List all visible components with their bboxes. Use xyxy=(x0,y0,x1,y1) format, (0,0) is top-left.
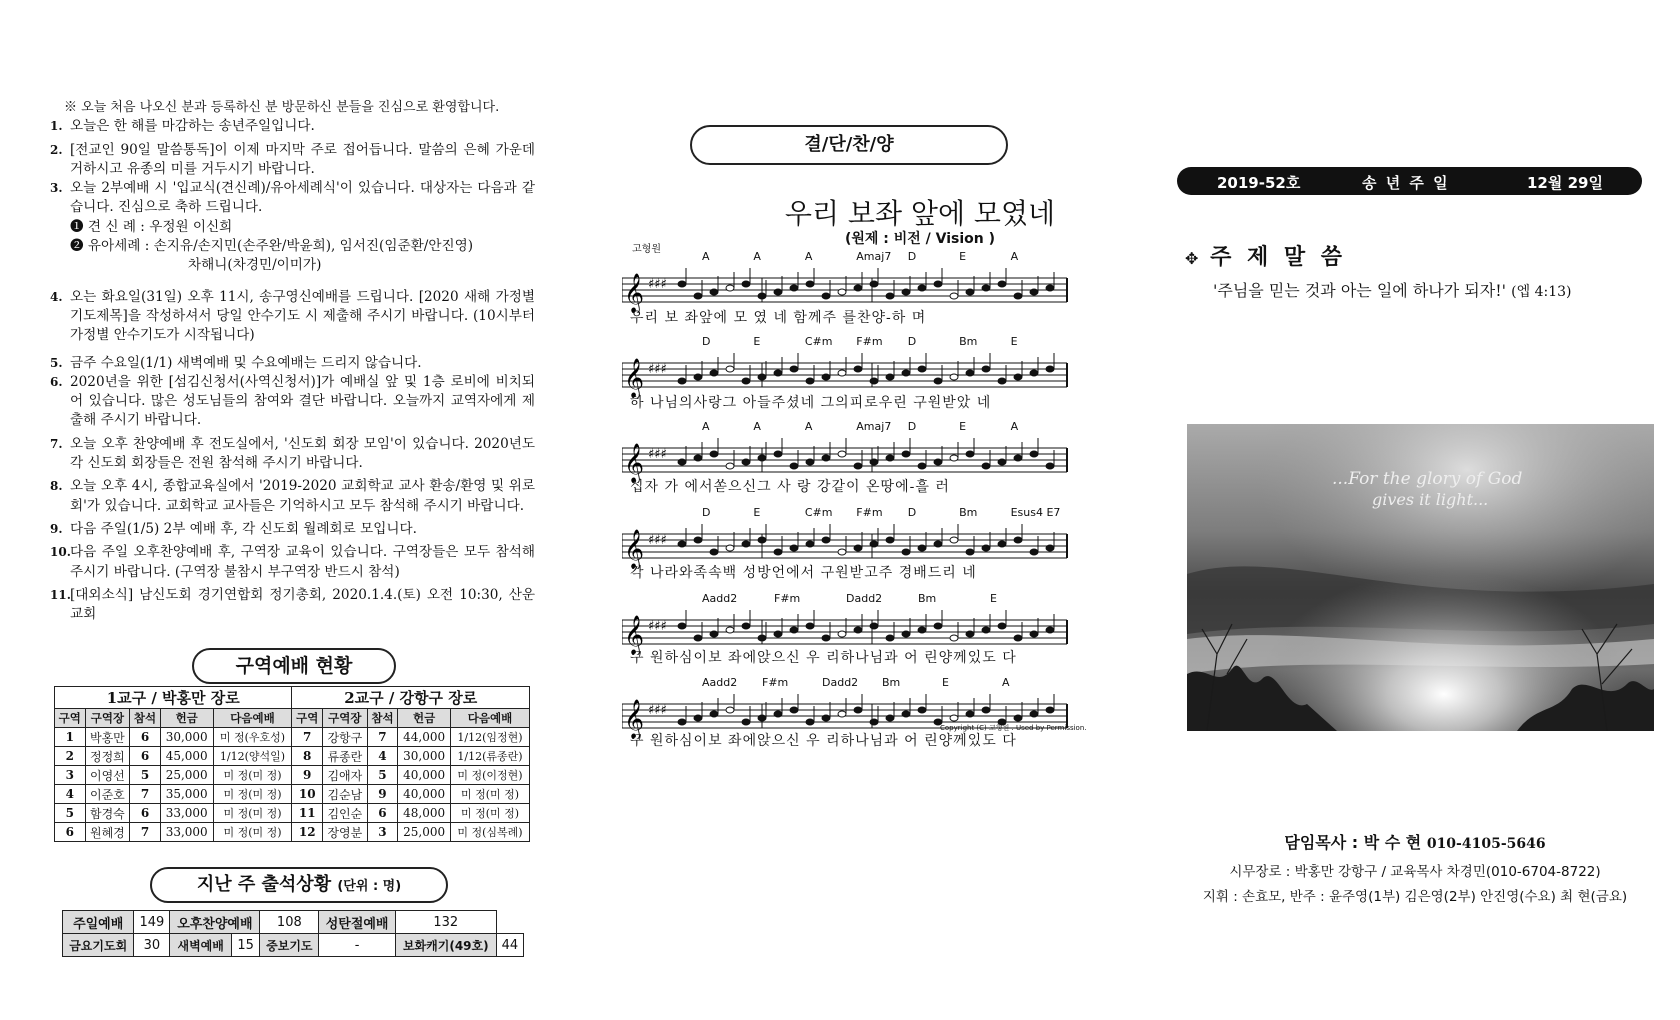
table-cell: 미 정(이정현) xyxy=(451,766,530,785)
song-composer: 고형원 xyxy=(632,244,661,255)
notice-number: 10. xyxy=(50,545,71,560)
table-cell: 미 정(우호성) xyxy=(213,728,292,747)
table-cell: 35,000 xyxy=(160,785,213,804)
table-cell: 7 xyxy=(130,785,161,804)
table-cell: 김애자 xyxy=(323,766,368,785)
att-label: 성탄절예배 xyxy=(319,911,396,934)
chord-symbol: E xyxy=(753,506,761,519)
table-row xyxy=(55,728,530,747)
chord-symbol: Esus4 E7 xyxy=(1010,506,1061,519)
notice-number: 6. xyxy=(50,374,63,389)
svg-text:♯♯♯: ♯♯♯ xyxy=(648,277,667,292)
song-subtitle: (원제 : 비전 / Vision ) xyxy=(844,231,996,247)
pastor-phone: 010-4105-5646 xyxy=(1426,836,1546,852)
baptism-label: ❷ 유아세례 : xyxy=(70,238,150,255)
svg-text:♯♯♯: ♯♯♯ xyxy=(648,619,667,634)
chord-symbol: E xyxy=(959,420,967,433)
att-label: 주일예배 xyxy=(63,911,134,934)
song-section-title: 결/단/찬/양 xyxy=(690,125,1008,165)
chord-symbol: A xyxy=(753,250,761,263)
notice-text: 오늘 2부예배 시 '입교식(견신례)/유아세례식'이 있습니다. 대상자는 다음과 같습니다. 진심으로 축하 드립니다. xyxy=(70,180,535,216)
table-cell: 6 xyxy=(367,804,398,823)
notice-item xyxy=(50,288,535,346)
table-cell: 원혜경 xyxy=(85,823,130,842)
pastor-line xyxy=(1180,830,1650,853)
chord-symbol: F#m xyxy=(856,335,883,348)
svg-text:♯♯♯: ♯♯♯ xyxy=(648,447,667,462)
table-cell: 11 xyxy=(292,804,323,823)
table-cell: 미 정(미 정) xyxy=(213,804,292,823)
notice-text: [대외소식] 남신도회 경기연합회 정기총회, 2020.1.4.(토) 오전 10:30, 산운교회 xyxy=(70,586,535,623)
notice-text: 다음 주일 오후찬양예배 후, 구역장 교육이 있습니다. 구역장들은 모두 참석해 주시기 바랍니다. (구역장 불참시 부구역장 반드시 참석) xyxy=(70,544,535,580)
chord-symbol: D xyxy=(702,506,711,519)
staff-lines xyxy=(622,258,1072,313)
notice-number: 11. xyxy=(50,587,71,602)
table-cell: 4 xyxy=(367,747,398,766)
chord-symbol: D xyxy=(702,335,711,348)
staff-line-2: 지휘 : 손효모, 반주 : 윤주영(1부) 김은영(2부) 안진영(수요) 최 현(금요) xyxy=(1202,889,1628,905)
staff-line-1: 시무장로 : 박홍만 강항구 / 교육목사 차경민(010-6704-8722) xyxy=(1229,864,1601,880)
chord-symbol: D xyxy=(907,420,917,433)
notice-text: 오는 화요일(31일) 오후 11시, 송구영신예배를 드립니다. [2020 새해 가정별 기도제목]을 작성하셔서 당일 안수기도 시 제출해 주시기 바랍니다. (10시부터 가정별 안수기도가 시작됩니다) xyxy=(70,288,535,344)
group2-header: 2교구 / 강항구 장로 xyxy=(292,687,530,709)
song-title: 우리 보좌 앞에 모였네 xyxy=(784,197,1056,230)
table-cell: 함경숙 xyxy=(85,804,130,823)
notice-text: 오늘 오후 4시, 종합교육실에서 '2019-2020 교회학교 교사 환송/환영 및 위로회'가 있습니다. 교회학교 교사들은 기억하시고 모두 참석해 주시기 바랍니다. xyxy=(70,478,535,514)
table-cell: 김인순 xyxy=(323,804,368,823)
table-cell: 6 xyxy=(130,728,161,747)
att-value: 30 xyxy=(134,934,170,957)
col-header: 참석 xyxy=(367,709,398,728)
chord-symbol: Dadd2 xyxy=(846,592,883,605)
notice-text: [전교인 90일 말씀통독]이 이제 마지막 주로 접어듭니다. 말씀의 은혜 가운데 거하시고 유종의 미를 거두시기 바랍니다. xyxy=(70,141,535,177)
svg-text:♯♯♯: ♯♯♯ xyxy=(648,703,667,718)
att-label: 오후찬양예배 xyxy=(170,911,260,934)
chord-symbol: D xyxy=(907,335,917,348)
col-header: 헌금 xyxy=(160,709,213,728)
notice-number: 4. xyxy=(50,289,63,304)
baptism-names-2: 차해니(차경민/이미가) xyxy=(188,257,322,274)
table-cell: 1 xyxy=(55,728,86,747)
table-cell: 10 xyxy=(292,785,323,804)
chord-symbol: A xyxy=(804,420,813,433)
photo-caption-2: gives it light... xyxy=(1372,490,1489,509)
table-cell: 5 xyxy=(55,804,86,823)
att-value: 15 xyxy=(231,934,259,957)
table-cell: 30,000 xyxy=(160,728,213,747)
welcome-text: ※ 오늘 처음 나오신 분과 등록하신 분 방문하신 분들을 진심으로 환영합니다. xyxy=(64,100,500,115)
svg-text:𝄞: 𝄞 xyxy=(624,529,645,569)
confirmation-label: ❶ 견 신 례 : xyxy=(70,218,145,235)
chord-symbol: Amaj7 xyxy=(856,250,892,263)
svg-text:♯♯♯: ♯♯♯ xyxy=(648,362,667,377)
district-table xyxy=(54,686,530,842)
att-label: 새벽예배 xyxy=(170,934,232,957)
table-cell: 미 정(미 정) xyxy=(213,823,292,842)
notice-text: 오늘 오후 찬양예배 후 전도실에서, '신도회 회장 모임'이 있습니다. 2020년도 각 신도회 회장들은 전원 참석해 주시기 바랍니다. xyxy=(70,435,535,472)
table-row xyxy=(55,747,530,766)
notice-item xyxy=(50,141,535,180)
chord-symbol: E xyxy=(990,592,997,605)
table-cell: 1/12(류종란) xyxy=(451,747,530,766)
col-header: 다음예배 xyxy=(451,709,530,728)
chord-symbol: D xyxy=(907,250,917,263)
table-cell: 미 정(심복례) xyxy=(451,823,530,842)
chord-symbol: A xyxy=(1010,250,1019,263)
attendance-table xyxy=(62,910,524,957)
district-title: 구역예배 현황 xyxy=(192,648,396,684)
chord-symbol: Bm xyxy=(959,506,978,519)
table-cell: 1/12(임정현) xyxy=(451,728,530,747)
att-value: - xyxy=(319,934,396,957)
table-cell: 25,000 xyxy=(398,823,451,842)
chord-symbol: A xyxy=(702,250,710,263)
table-cell: 미 정(미 정) xyxy=(451,804,530,823)
staff-lines xyxy=(622,343,1072,398)
svg-text:𝄞: 𝄞 xyxy=(624,699,645,739)
table-cell: 30,000 xyxy=(398,747,451,766)
table-cell: 25,000 xyxy=(160,766,213,785)
chord-symbol: A xyxy=(1002,676,1010,689)
table-cell: 6 xyxy=(130,747,161,766)
chord-symbol: D xyxy=(907,506,917,519)
bulletin-header-bar xyxy=(1177,167,1642,195)
notice-item xyxy=(50,586,535,625)
table-cell: 5 xyxy=(367,766,398,785)
table-cell: 미 정(미 정) xyxy=(451,785,530,804)
col-header: 참석 xyxy=(130,709,161,728)
notice-item xyxy=(50,435,535,474)
chord-symbol: Aadd2 xyxy=(702,592,738,605)
pastor-label: 담임목사 : 박 수 현 xyxy=(1284,833,1422,852)
theme-verse-line xyxy=(1213,278,1571,301)
col-header: 구역 xyxy=(55,709,86,728)
chord-symbol: A xyxy=(753,420,761,433)
theme-verse: '주님을 믿는 것과 아는 일에 하나가 되자!' xyxy=(1213,281,1507,300)
notice-item xyxy=(50,477,535,516)
chord-symbol: F#m xyxy=(762,676,789,689)
svg-text:𝄞: 𝄞 xyxy=(624,358,645,398)
col-header: 구역장 xyxy=(323,709,368,728)
staff-lines xyxy=(622,514,1072,569)
chord-symbol: A xyxy=(702,420,710,433)
table-cell: 6 xyxy=(55,823,86,842)
table-cell: 박홍만 xyxy=(85,728,130,747)
table-cell: 이준호 xyxy=(85,785,130,804)
table-cell: 7 xyxy=(367,728,398,747)
chord-symbol: Dadd2 xyxy=(822,676,859,689)
notice-text: 오늘은 한 해를 마감하는 송년주일입니다. xyxy=(70,118,315,135)
table-cell: 2 xyxy=(55,747,86,766)
svg-text:♯♯♯: ♯♯♯ xyxy=(648,533,667,548)
table-cell: 강항구 xyxy=(323,728,368,747)
theme-title-text: 주 제 말 씀 xyxy=(1210,245,1347,270)
chord-symbol: Amaj7 xyxy=(856,420,892,433)
chord-symbol: E xyxy=(1010,335,1018,348)
song-lyric-line: 구 원하심이보 좌에앉으신 우 리하나님과 어 린양께있도 다 xyxy=(630,733,1017,749)
song-lyric-line: 각 나라와족속백 성방언에서 구원받고주 경배드리 네 xyxy=(630,565,977,581)
table-cell: 7 xyxy=(292,728,323,747)
notice-number: 2. xyxy=(50,142,63,157)
notice-item xyxy=(50,354,535,373)
table-cell: 33,000 xyxy=(160,823,213,842)
table-row xyxy=(55,766,530,785)
staff-lines xyxy=(622,428,1072,483)
table-cell: 44,000 xyxy=(398,728,451,747)
chord-symbol: Aadd2 xyxy=(702,676,738,689)
chord-symbol: A xyxy=(1010,420,1019,433)
chord-symbol: E xyxy=(942,676,949,689)
notice-number: 8. xyxy=(50,479,63,494)
att-label: 중보기도 xyxy=(260,934,319,957)
table-cell: 이영선 xyxy=(85,766,130,785)
table-cell: 40,000 xyxy=(398,785,451,804)
table-cell: 정정희 xyxy=(85,747,130,766)
table-cell: 45,000 xyxy=(160,747,213,766)
col-header: 구역 xyxy=(292,709,323,728)
table-cell: 미 정(미 정) xyxy=(213,766,292,785)
table-cell: 미 정(미 정) xyxy=(213,785,292,804)
notice-item xyxy=(50,117,535,136)
confirmation-line xyxy=(50,218,535,237)
theme-title xyxy=(1185,240,1346,271)
notice-item xyxy=(50,179,535,218)
song-copyright: Copyright (C) 고형원 . Used by Permission. xyxy=(940,724,1087,732)
table-cell: 김순남 xyxy=(323,785,368,804)
attendance-title-text: 지난 주 출석상황 xyxy=(196,874,332,895)
table-row xyxy=(55,823,530,842)
table-cell: 8 xyxy=(292,747,323,766)
notice-number: 5. xyxy=(50,355,63,370)
table-row xyxy=(55,785,530,804)
col-header: 헌금 xyxy=(398,709,451,728)
att-value: 108 xyxy=(260,911,319,934)
sunday-name: 송 년 주 일 xyxy=(1362,174,1450,192)
notice-item xyxy=(50,520,535,539)
svg-text:𝄞: 𝄞 xyxy=(624,443,645,483)
confirmation-names: 우정원 이신희 xyxy=(149,218,233,235)
song-lyric-line: 하 나님의사랑그 아들주셨네 그의피로우린 구원받았 네 xyxy=(630,395,992,411)
bulletin-date: 12월 29일 xyxy=(1527,174,1603,192)
att-value: 132 xyxy=(395,911,496,934)
att-label: 보화캐기(49호) xyxy=(395,934,496,957)
song-lyric-line: 구 원하심이보 좌에앉으신 우 리하나님과 어 린양께있도 다 xyxy=(630,650,1017,666)
table-cell: 40,000 xyxy=(398,766,451,785)
cover-photo xyxy=(1187,424,1654,731)
table-cell: 6 xyxy=(130,804,161,823)
table-cell: 1/12(양석일) xyxy=(213,747,292,766)
table-cell: 장영분 xyxy=(323,823,368,842)
table-row xyxy=(55,804,530,823)
notice-number: 7. xyxy=(50,436,63,451)
notices-section xyxy=(50,98,535,624)
baptism-line xyxy=(50,237,535,256)
notice-item xyxy=(50,373,535,431)
attendance-unit: (단위 : 명) xyxy=(337,879,402,894)
chord-symbol: C#m xyxy=(804,506,833,519)
table-cell: 12 xyxy=(292,823,323,842)
svg-text:𝄞: 𝄞 xyxy=(624,273,645,313)
notice-item xyxy=(50,543,535,582)
table-cell: 48,000 xyxy=(398,804,451,823)
table-cell: 33,000 xyxy=(160,804,213,823)
diamond-bullet-icon: ✥ xyxy=(1185,249,1199,268)
att-label: 금요기도회 xyxy=(63,934,134,957)
baptism-names: 손지유/손지민(손주완/박윤희), 임서진(임준환/안진영) xyxy=(153,238,474,255)
table-cell: 3 xyxy=(367,823,398,842)
song-lyric-line: 십자 가 에서쏟으신그 사 랑 강같이 온땅에-흘 러 xyxy=(630,479,950,495)
table-cell: 5 xyxy=(130,766,161,785)
chord-symbol: F#m xyxy=(774,592,801,605)
song-lyric-line: 우리 보 좌앞에 모 였 네 함께주 를찬양-하 며 xyxy=(630,310,927,326)
table-cell: 4 xyxy=(55,785,86,804)
col-header: 다음예배 xyxy=(213,709,292,728)
svg-text:𝄞: 𝄞 xyxy=(624,615,645,655)
group1-header: 1교구 / 박홍만 장로 xyxy=(55,687,292,709)
chord-symbol: E xyxy=(753,335,761,348)
table-cell: 3 xyxy=(55,766,86,785)
issue-number: 2019-52호 xyxy=(1217,174,1301,192)
att-value: 44 xyxy=(496,934,523,957)
notice-number: 3. xyxy=(50,181,63,196)
chord-symbol: C#m xyxy=(804,335,833,348)
photo-caption-1: ...For the glory of God xyxy=(1332,469,1523,489)
table-cell: 9 xyxy=(367,785,398,804)
chord-symbol: A xyxy=(804,250,813,263)
table-cell: 류종란 xyxy=(323,747,368,766)
table-cell: 9 xyxy=(292,766,323,785)
notice-number: 1. xyxy=(50,119,63,134)
attendance-title xyxy=(150,867,448,903)
table-cell: 7 xyxy=(130,823,161,842)
notice-number: 9. xyxy=(50,521,63,536)
chord-symbol: Bm xyxy=(959,335,978,348)
notice-text: 2020년을 위한 [섬김신청서(사역신청서)]가 예배실 앞 및 1층 로비에 비치되어 있습니다. 많은 성도님들의 참여와 결단 바랍니다. 오늘까지 교역자에게 제출해 주시기 바랍니다. xyxy=(70,373,535,429)
col-header: 구역장 xyxy=(85,709,130,728)
chord-symbol: F#m xyxy=(856,506,883,519)
notice-text: 금주 수요일(1/1) 새벽예배 및 수요예배는 드리지 않습니다. xyxy=(70,354,422,371)
notice-text: 다음 주일(1/5) 2부 예배 후, 각 신도회 월례회로 모입니다. xyxy=(70,520,417,537)
att-value: 149 xyxy=(134,911,170,934)
chord-symbol: Bm xyxy=(918,592,937,605)
theme-reference: (엡 4:13) xyxy=(1511,284,1572,300)
chord-symbol: Bm xyxy=(882,676,901,689)
chord-symbol: E xyxy=(959,250,967,263)
